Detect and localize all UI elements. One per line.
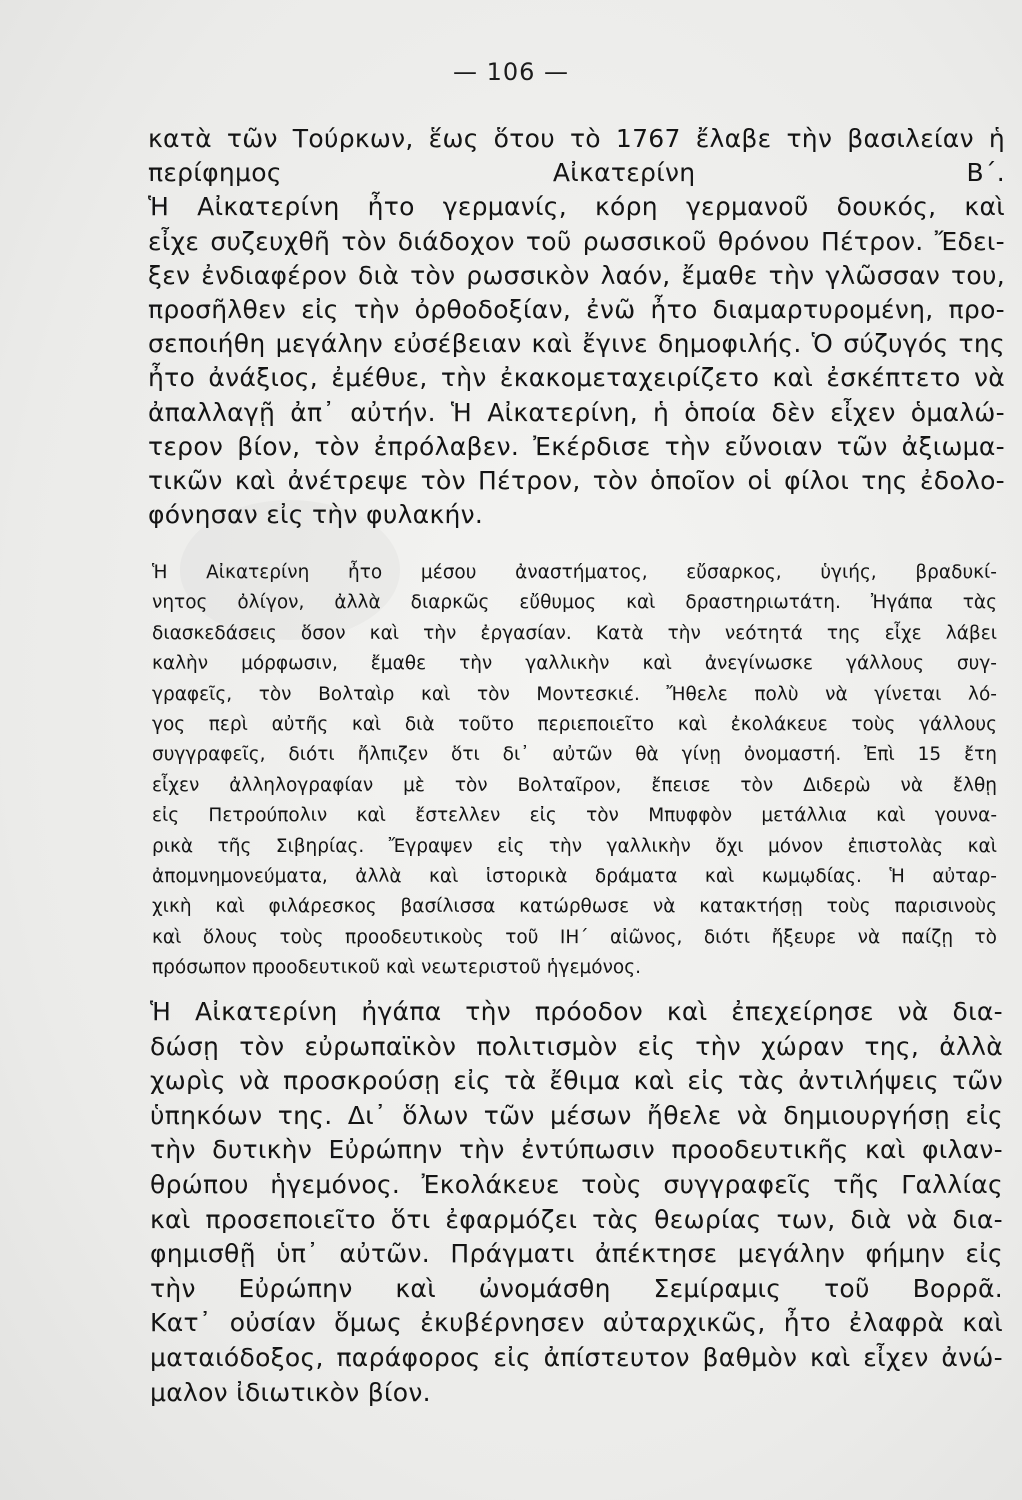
text-line: χικὴ καὶ φιλάρεσκος βασίλισσα κατώρθωσε νὰ κατακτήσῃ τοὺς παρισινοὺς xyxy=(152,896,997,918)
text-line: γος περὶ αὐτῆς καὶ διὰ τοῦτο περιεποιεῖτο καὶ ἐκολάκευε τοὺς γάλλους xyxy=(152,714,997,736)
text-line: Ἡ Αἰκατερίνη ἦτο γερμανίς, κόρη γερμανοῦ δουκός, καὶ xyxy=(148,192,1005,222)
text-line: θρώπου ἡγεμόνος. Ἐκολάκευε τοὺς συγγραφεῖς τῆς Γαλλίας xyxy=(150,1169,1003,1199)
text-line: κατὰ τῶν Τούρκων, ἕως ὅτου τὸ 1767 ἔλαβε τὴν βασιλείαν ἡ xyxy=(148,124,1005,153)
text-line: καὶ προσεποιεῖτο ὅτι ἐφαρμόζει τὰς θεωρίας των, διὰ νὰ δια- xyxy=(150,1204,1003,1234)
text-line: τερον βίον, τὸν ἐπρόλαβεν. Ἐκέρδισε τὴν εὔνοιαν τῶν ἀξιωμα- xyxy=(148,431,1005,461)
text-line: ἦτο ἀνάξιος, ἐμέθυε, τὴν ἐκακομεταχειρίζετο καὶ ἐσκέπτετο νὰ xyxy=(148,363,1005,393)
text-line: ὑπηκόων της. Δι᾽ ὅλων τῶν μέσων ἤθελε νὰ δημιουργήσῃ εἰς xyxy=(150,1100,1003,1130)
text-line: φημισθῇ ὑπ᾽ αὐτῶν. Πράγματι ἀπέκτησε μεγάλην φήμην εἰς xyxy=(150,1239,1003,1269)
paragraph-catherine-description-small-print xyxy=(152,558,997,984)
text-line: Ἡ Αἰκατερίνη ἠγάπα τὴν πρόοδον καὶ ἐπεχείρησε νὰ δια- xyxy=(150,997,1003,1026)
text-line: Κατ᾽ οὐσίαν ὅμως ἐκυβέρνησεν αὐταρχικῶς, ἦτο ἐλαφρὰ καὶ xyxy=(150,1308,1003,1338)
text-line: καὶ ὅλους τοὺς προοδευτικοὺς τοῦ ΙΗ΄ αἰῶνος, διότι ἤξευρε νὰ παίζῃ τὸ xyxy=(152,926,997,948)
text-line: διασκεδάσεις ὅσον καὶ τὴν ἐργασίαν. Κατὰ τὴν νεότητά της εἶχε λάβει xyxy=(152,622,997,644)
paragraph-catherine-progress xyxy=(150,995,1003,1410)
text-line: νητος ὀλίγον, ἀλλὰ διαρκῶς εὔθυμος καὶ δραστηριωτάτη. Ἠγάπα τὰς xyxy=(152,592,997,614)
text-line: εἶχε συζευχθῆ τὸν διάδοχον τοῦ ρωσσικοῦ θρόνου Πέτρον. Ἔδει- xyxy=(148,226,1005,256)
text-line: καλὴν μόρφωσιν, ἔμαθε τὴν γαλλικὴν καὶ ἀνεγίνωσκε γάλλους συγ- xyxy=(152,653,997,675)
text-line: τικῶν καὶ ἀνέτρεψε τὸν Πέτρον, τὸν ὁποῖον οἱ φίλοι της ἐδολο- xyxy=(148,466,1005,496)
text-line: ματαιόδοξος, παράφορος εἰς ἀπίστευτον βαθμὸν καὶ εἶχεν ἀνώ- xyxy=(150,1342,1003,1372)
text-line: ἀπαλλαγῇ ἀπ᾽ αὐτήν. Ἡ Αἰκατερίνη, ἡ ὁποία δὲν εἶχεν ὁμαλώ- xyxy=(148,397,1005,427)
text-line: μαλον ἰδιωτικὸν βίον. xyxy=(150,1377,431,1407)
text-line: τὴν Εὐρώπην καὶ ὠνομάσθη Σεμίραμις τοῦ Βορρᾶ. xyxy=(150,1273,1003,1303)
text-line: συγγραφεῖς, διότι ἤλπιζεν ὅτι δι᾽ αὐτῶν θὰ γίνῃ ὀνομαστή. Ἐπὶ 15 ἔτη xyxy=(152,744,997,766)
text-line: περίφημος Αἰκατερίνη Β΄. xyxy=(148,158,1005,188)
text-line: ρικὰ τῆς Σιβηρίας. Ἔγραψεν εἰς τὴν γαλλικὴν ὄχι μόνον ἐπιστολὰς καὶ xyxy=(152,835,997,857)
text-line: πρόσωπον προοδευτικοῦ καὶ νεωτεριστοῦ ἡγεμόνος. xyxy=(152,957,641,979)
text-line: δώσῃ τὸν εὐρωπαϊκὸν πολιτισμὸν εἰς τὴν χώραν της, ἀλλὰ xyxy=(150,1031,1003,1061)
text-line: εἰς Πετρούπολιν καὶ ἔστελλεν εἰς τὸν Μπυφφὸν μετάλλια καὶ γουνα- xyxy=(152,805,997,827)
text-line: γραφεῖς, τὸν Βολταὶρ καὶ τὸν Μοντεσκιέ. Ἤθελε πολὺ νὰ γίνεται λό- xyxy=(152,683,997,705)
text-line: Ἡ Αἰκατερίνη ἦτο μέσου ἀναστήματος, εὔσαρκος, ὑγιής, βραδυκί- xyxy=(152,562,997,583)
text-line: τὴν δυτικὴν Εὐρώπην τὴν ἐντύπωσιν προοδευτικῆς καὶ φιλαν- xyxy=(150,1135,1003,1165)
page-number: — 106 — xyxy=(452,58,570,86)
text-line: φόνησαν εἰς τὴν φυλακήν. xyxy=(148,500,484,530)
paragraph-catherine-accession xyxy=(148,122,1005,532)
text-line: ξεν ἐνδιαφέρον διὰ τὸν ρωσσικὸν λαόν, ἔμαθε τὴν γλῶσσαν του, xyxy=(148,260,1005,290)
text-line: ἀπομνημονεύματα, ἀλλὰ καὶ ἱστορικὰ δράματα καὶ κωμῳδίας. Ἡ αὐταρ- xyxy=(152,866,997,888)
text-line: προσῆλθεν εἰς τὴν ὀρθοδοξίαν, ἐνῶ ἦτο διαμαρτυρομένη, προ- xyxy=(148,295,1005,325)
text-line: χωρὶς νὰ προσκρούσῃ εἰς τὰ ἔθιμα καὶ εἰς τὰς ἀντιλήψεις τῶν xyxy=(150,1066,1003,1096)
text-line: σεποιήθη μεγάλην εὐσέβειαν καὶ ἔγινε δημοφιλής. Ὁ σύζυγός της xyxy=(148,329,1005,359)
text-line: εἶχεν ἀλληλογραφίαν μὲ τὸν Βολταῖρον, ἔπεισε τὸν Διδερὼ νὰ ἔλθῃ xyxy=(152,774,997,796)
